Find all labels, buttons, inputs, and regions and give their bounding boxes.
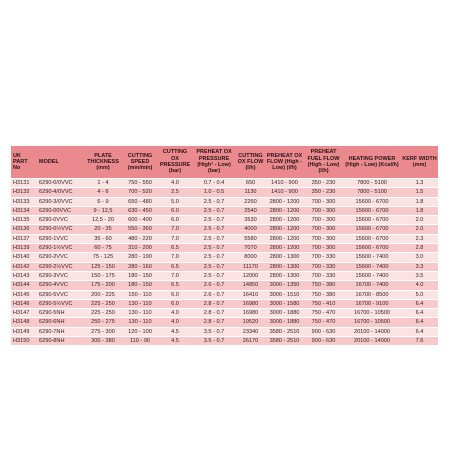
cell-kerf-width: 2.0: [401, 216, 438, 225]
table-row: [11, 253, 438, 262]
cell-preheat-fuel-flow: 700 - 330: [304, 262, 343, 271]
cell-part-no: H3150: [11, 337, 37, 346]
cell-cutting-ox-flow: 2260: [236, 197, 265, 206]
cell-cutting-ox-flow: 650: [236, 179, 265, 188]
cell-plate-thickness: 1 - 4: [84, 179, 122, 188]
cell-preheat-fuel-flow: 900 - 630: [304, 337, 343, 346]
cell-preheat-ox-pressure: 2.8 - 0.7: [192, 318, 236, 327]
cell-preheat-ox-flow: 1410 - 900: [265, 179, 304, 188]
cell-cutting-speed: 150 - 110: [122, 290, 158, 299]
cell-cutting-ox-flow: 8000: [236, 253, 265, 262]
table-row: [11, 290, 438, 299]
cell-model: 6290-3/0VVC: [37, 197, 84, 206]
header-cutting-ox-pressure: CUTTING OX PRESSURE (bar): [158, 146, 192, 179]
cell-heating-power: 16700 - 10500: [343, 309, 401, 318]
cell-preheat-ox-pressure: 3.5 - 0.7: [192, 337, 236, 346]
cell-preheat-fuel-flow: 750 - 380: [304, 290, 343, 299]
cell-preheat-fuel-flow: 750 - 410: [304, 299, 343, 308]
cell-kerf-width: 6.4: [401, 327, 438, 336]
cell-cutting-speed: 130 - 110: [122, 318, 158, 327]
table-row: [11, 318, 438, 327]
table-row: [11, 262, 438, 271]
header-kerf-width: KERF WIDTH (mm): [401, 146, 438, 179]
cell-plate-thickness: 225 - 250: [84, 299, 122, 308]
cell-cutting-speed: 630 - 450: [122, 206, 158, 215]
cell-part-no: H3131: [11, 179, 37, 188]
cell-heating-power: 7800 - 5100: [343, 179, 401, 188]
cell-cutting-ox-flow: 11170: [236, 262, 265, 271]
cell-kerf-width: 2.0: [401, 225, 438, 234]
cell-part-no: H3140: [11, 253, 37, 262]
cell-preheat-ox-flow: 3580 - 2510: [265, 327, 304, 336]
cell-preheat-fuel-flow: 700 - 300: [304, 225, 343, 234]
cell-model: 6290-6NH: [37, 318, 84, 327]
cell-kerf-width: 1.8: [401, 206, 438, 215]
table-row: [11, 179, 438, 188]
cell-cutting-ox-pressure: 2.5: [158, 188, 192, 197]
cell-kerf-width: 3.0: [401, 253, 438, 262]
cell-cutting-speed: 650 - 480: [122, 197, 158, 206]
table-row: [11, 271, 438, 280]
cell-cutting-ox-flow: 16980: [236, 299, 265, 308]
cell-heating-power: 15600 - 6700: [343, 244, 401, 253]
cell-cutting-ox-flow: 12000: [236, 271, 265, 280]
cell-preheat-ox-pressure: 2.5 - 0.7: [192, 216, 236, 225]
cell-preheat-fuel-flow: 350 - 230: [304, 188, 343, 197]
header-model: MODEL: [37, 146, 84, 179]
cell-preheat-fuel-flow: 700 - 300: [304, 234, 343, 243]
cell-plate-thickness: 250 - 275: [84, 318, 122, 327]
cell-model: 6290-1VVC: [37, 234, 84, 243]
cell-heating-power: 16700 - 9100: [343, 299, 401, 308]
cell-kerf-width: 1.3: [401, 179, 438, 188]
cell-model: 6290-5½VVC: [37, 299, 84, 308]
cell-preheat-ox-flow: 3000 - 1510: [265, 290, 304, 299]
cell-cutting-ox-flow: 19520: [236, 318, 265, 327]
cell-preheat-ox-flow: 2800 - 1200: [265, 206, 304, 215]
cell-part-no: H3145: [11, 290, 37, 299]
cell-kerf-width: 2.8: [401, 244, 438, 253]
header-row: [11, 146, 438, 179]
cell-plate-thickness: 225 - 250: [84, 309, 122, 318]
cell-preheat-ox-pressure: 3.5 - 0.7: [192, 327, 236, 336]
cutting-nozzle-spec-table: [11, 146, 438, 346]
cell-part-no: H3144: [11, 281, 37, 290]
cell-model: 6290-1½VVC: [37, 244, 84, 253]
cell-preheat-ox-flow: 2800 - 1300: [265, 253, 304, 262]
cell-cutting-speed: 120 - 100: [122, 327, 158, 336]
cell-model: 6290-7NH: [37, 327, 84, 336]
cell-cutting-ox-pressure: 6.5: [158, 262, 192, 271]
cell-cutting-ox-pressure: 4.0: [158, 309, 192, 318]
header-preheat-ox-flow: PREHEAT OX FLOW (High - Low) (l/h): [265, 146, 304, 179]
cell-preheat-ox-flow: 2800 - 1200: [265, 244, 304, 253]
cell-cutting-ox-pressure: 7.0: [158, 271, 192, 280]
header-preheat-ox-pressure: PREHEAT OX PRESSURE (High¹ - Low) (bar): [192, 146, 236, 179]
cell-cutting-ox-flow: 4000: [236, 225, 265, 234]
cell-preheat-ox-pressure: 2.5 - 0.7: [192, 244, 236, 253]
table-row: [11, 299, 438, 308]
cell-plate-thickness: 200 - 225: [84, 290, 122, 299]
cell-model: 6290-00VVC: [37, 206, 84, 215]
cell-preheat-ox-flow: 2800 - 1300: [265, 262, 304, 271]
header-heating-power: HEATING POWER (High - Low) (Kcal/h): [343, 146, 401, 179]
cell-model: 6290-2VVC: [37, 253, 84, 262]
header-preheat-fuel-flow: PREHEAT FUEL FLOW (High - Low) (l/h): [304, 146, 343, 179]
cell-heating-power: 15600 - 6700: [343, 216, 401, 225]
cell-preheat-ox-pressure: 2.8 - 0.7: [192, 309, 236, 318]
cell-cutting-ox-pressure: 6.0: [158, 290, 192, 299]
cell-preheat-ox-pressure: 0.7 - 0.4: [192, 179, 236, 188]
cell-preheat-ox-flow: 2800 - 1200: [265, 216, 304, 225]
cell-heating-power: 16700 - 10500: [343, 318, 401, 327]
cell-cutting-ox-pressure: 7.0: [158, 225, 192, 234]
table-row: [11, 188, 438, 197]
cell-cutting-speed: 110 - 90: [122, 337, 158, 346]
cell-part-no: H3134: [11, 206, 37, 215]
cell-preheat-fuel-flow: 700 - 300: [304, 197, 343, 206]
cell-cutting-ox-flow: 3530: [236, 216, 265, 225]
cell-preheat-ox-pressure: 2.5 - 0.7: [192, 206, 236, 215]
cell-preheat-ox-flow: 3000 - 1880: [265, 309, 304, 318]
cell-kerf-width: 6.4: [401, 299, 438, 308]
cell-cutting-ox-pressure: 5.0: [158, 197, 192, 206]
cell-heating-power: 15600 - 7400: [343, 253, 401, 262]
cell-part-no: H3133: [11, 197, 37, 206]
cell-heating-power: 16700 - 8500: [343, 290, 401, 299]
cell-kerf-width: 3.3: [401, 262, 438, 271]
cell-preheat-ox-flow: 1410 - 900: [265, 188, 304, 197]
cell-part-no: H3147: [11, 309, 37, 318]
cell-cutting-speed: 750 - 550: [122, 179, 158, 188]
cell-preheat-ox-flow: 3000 - 1580: [265, 299, 304, 308]
cell-preheat-fuel-flow: 700 - 330: [304, 271, 343, 280]
cell-cutting-speed: 280 - 160: [122, 262, 158, 271]
cell-kerf-width: 3.5: [401, 271, 438, 280]
cell-cutting-speed: 550 - 360: [122, 225, 158, 234]
cell-cutting-speed: 180 - 150: [122, 271, 158, 280]
cell-cutting-speed: 180 - 150: [122, 281, 158, 290]
cell-plate-thickness: 300 - 380: [84, 337, 122, 346]
cell-cutting-ox-flow: 16980: [236, 309, 265, 318]
cell-part-no: H3143: [11, 271, 37, 280]
table-row: [11, 281, 438, 290]
cell-heating-power: 15600 - 6700: [343, 225, 401, 234]
cell-plate-thickness: 150 - 175: [84, 271, 122, 280]
spec-table-container: [11, 146, 438, 346]
cell-kerf-width: 1.8: [401, 197, 438, 206]
cell-heating-power: 20100 - 14000: [343, 327, 401, 336]
table-row: [11, 309, 438, 318]
cell-preheat-ox-flow: 3000 - 1880: [265, 318, 304, 327]
table-row: [11, 327, 438, 336]
cell-plate-thickness: 6 - 9: [84, 197, 122, 206]
cell-model: 6290-0VVC: [37, 216, 84, 225]
cell-heating-power: 16700 - 7400: [343, 281, 401, 290]
cell-preheat-ox-pressure: 2.5 - 0.7: [192, 253, 236, 262]
cell-part-no: H3146: [11, 299, 37, 308]
cell-plate-thickness: 20 - 35: [84, 225, 122, 234]
cell-cutting-speed: 600 - 400: [122, 216, 158, 225]
cell-preheat-ox-flow: 2800 - 1300: [265, 271, 304, 280]
cell-cutting-speed: 130 - 110: [122, 309, 158, 318]
cell-kerf-width: 1.5: [401, 188, 438, 197]
cell-part-no: H3148: [11, 318, 37, 327]
cell-part-no: H3139: [11, 244, 37, 253]
cell-plate-thickness: 75 - 125: [84, 253, 122, 262]
cell-cutting-speed: 310 - 200: [122, 244, 158, 253]
cell-cutting-speed: 280 - 190: [122, 253, 158, 262]
cell-part-no: H3132: [11, 188, 37, 197]
cell-cutting-ox-pressure: 4.5: [158, 337, 192, 346]
cell-cutting-speed: 480 - 220: [122, 234, 158, 243]
cell-cutting-speed: 130 - 110: [122, 299, 158, 308]
cell-cutting-ox-pressure: 6.0: [158, 206, 192, 215]
cell-preheat-ox-flow: 2800 - 1200: [265, 197, 304, 206]
cell-preheat-fuel-flow: 700 - 300: [304, 244, 343, 253]
table-row: [11, 244, 438, 253]
table-body: [11, 179, 438, 346]
cell-cutting-ox-pressure: 4.0: [158, 179, 192, 188]
cell-heating-power: 15600 - 7400: [343, 271, 401, 280]
cell-preheat-ox-flow: 2800 - 1200: [265, 225, 304, 234]
cell-preheat-ox-flow: 3580 - 2510: [265, 337, 304, 346]
cell-preheat-ox-pressure: 2.6 - 0.7: [192, 290, 236, 299]
cell-cutting-ox-flow: 7070: [236, 244, 265, 253]
cell-preheat-ox-flow: 2800 - 1200: [265, 234, 304, 243]
cell-part-no: H3136: [11, 225, 37, 234]
cell-part-no: H3135: [11, 216, 37, 225]
cell-kerf-width: 7.6: [401, 337, 438, 346]
cell-cutting-ox-flow: 5580: [236, 234, 265, 243]
cell-preheat-ox-pressure: 2.5 - 0.7: [192, 225, 236, 234]
cell-preheat-ox-pressure: 2.5 - 0.7: [192, 262, 236, 271]
cell-preheat-fuel-flow: 700 - 330: [304, 253, 343, 262]
table-row: [11, 225, 438, 234]
cell-preheat-fuel-flow: 350 - 230: [304, 179, 343, 188]
cell-heating-power: 15600 - 6700: [343, 206, 401, 215]
cell-preheat-fuel-flow: 700 - 300: [304, 216, 343, 225]
table-row: [11, 234, 438, 243]
cell-part-no: H3149: [11, 327, 37, 336]
cell-preheat-ox-pressure: 2.8 - 0.7: [192, 299, 236, 308]
cell-plate-thickness: 35 - 60: [84, 234, 122, 243]
header-uk-part-no: UK PART No: [11, 146, 37, 179]
table-row: [11, 337, 438, 346]
cell-plate-thickness: 125 - 150: [84, 262, 122, 271]
cell-preheat-fuel-flow: 750 - 380: [304, 281, 343, 290]
cell-model: 6290-4VVC: [37, 281, 84, 290]
cell-kerf-width: 4.0: [401, 281, 438, 290]
cell-cutting-ox-pressure: 6.0: [158, 299, 192, 308]
cell-plate-thickness: 12,5 - 20: [84, 216, 122, 225]
cell-heating-power: 15600 - 6700: [343, 197, 401, 206]
cell-cutting-ox-pressure: 4.0: [158, 318, 192, 327]
cell-heating-power: 20100 - 14000: [343, 337, 401, 346]
cell-cutting-speed: 700 - 520: [122, 188, 158, 197]
header-plate-thickness: PLATE THICKNESS (mm): [84, 146, 122, 179]
cell-cutting-ox-pressure: 6.0: [158, 216, 192, 225]
cell-model: 6290-8NH: [37, 337, 84, 346]
cell-plate-thickness: 4 - 6: [84, 188, 122, 197]
cell-preheat-fuel-flow: 750 - 470: [304, 318, 343, 327]
cell-model: 6290-5NH: [37, 309, 84, 318]
cell-part-no: H3137: [11, 234, 37, 243]
cell-preheat-ox-pressure: 2.5 - 0.7: [192, 197, 236, 206]
table-header: [11, 146, 438, 179]
cell-model: 6290-0½VVC: [37, 225, 84, 234]
cell-cutting-ox-flow: 14850: [236, 281, 265, 290]
cell-model: 6290-2½VVC: [37, 262, 84, 271]
cell-cutting-ox-flow: 1130: [236, 188, 265, 197]
cell-preheat-fuel-flow: 900 - 630: [304, 327, 343, 336]
cell-model: 6290-3VVC: [37, 271, 84, 280]
cell-heating-power: 15600 - 7400: [343, 262, 401, 271]
cell-preheat-ox-pressure: 2.5 - 0.7: [192, 271, 236, 280]
cell-model: 6290-5VVC: [37, 290, 84, 299]
cell-kerf-width: 5.0: [401, 290, 438, 299]
cell-plate-thickness: 60 - 75: [84, 244, 122, 253]
header-cutting-speed: CUTTING SPEED (mm/min): [122, 146, 158, 179]
table-row: [11, 197, 438, 206]
cell-preheat-fuel-flow: 700 - 300: [304, 206, 343, 215]
cell-cutting-ox-pressure: 4.5: [158, 327, 192, 336]
cell-cutting-ox-flow: 2540: [236, 206, 265, 215]
cell-model: 6290-0/0VVC: [37, 179, 84, 188]
table-row: [11, 206, 438, 215]
cell-model: 6290-4/0VVC: [37, 188, 84, 197]
cell-kerf-width: 6.4: [401, 318, 438, 327]
cell-cutting-ox-pressure: 6.5: [158, 281, 192, 290]
cell-heating-power: 7800 - 5100: [343, 188, 401, 197]
cell-cutting-ox-flow: 16410: [236, 290, 265, 299]
cell-cutting-ox-pressure: 7.0: [158, 234, 192, 243]
cell-plate-thickness: 275 - 300: [84, 327, 122, 336]
cell-plate-thickness: 175 - 200: [84, 281, 122, 290]
cell-cutting-ox-pressure: 7.0: [158, 253, 192, 262]
cell-cutting-ox-flow: 23340: [236, 327, 265, 336]
cell-plate-thickness: 9 - 12,5: [84, 206, 122, 215]
cell-kerf-width: 2.3: [401, 234, 438, 243]
table-row: [11, 216, 438, 225]
header-cutting-ox-flow: CUTTING OX FLOW (l/h): [236, 146, 265, 179]
cell-preheat-ox-flow: 3000 - 1350: [265, 281, 304, 290]
cell-cutting-ox-pressure: 6.5: [158, 244, 192, 253]
cell-preheat-ox-pressure: 2.6 - 0.7: [192, 281, 236, 290]
cell-preheat-fuel-flow: 750 - 470: [304, 309, 343, 318]
cell-heating-power: 15600 - 6700: [343, 234, 401, 243]
cell-preheat-ox-pressure: 1.0 - 0.5: [192, 188, 236, 197]
cell-cutting-ox-flow: 26170: [236, 337, 265, 346]
cell-kerf-width: 6.4: [401, 309, 438, 318]
cell-part-no: H3142: [11, 262, 37, 271]
cell-preheat-ox-pressure: 2.5 - 0.7: [192, 234, 236, 243]
